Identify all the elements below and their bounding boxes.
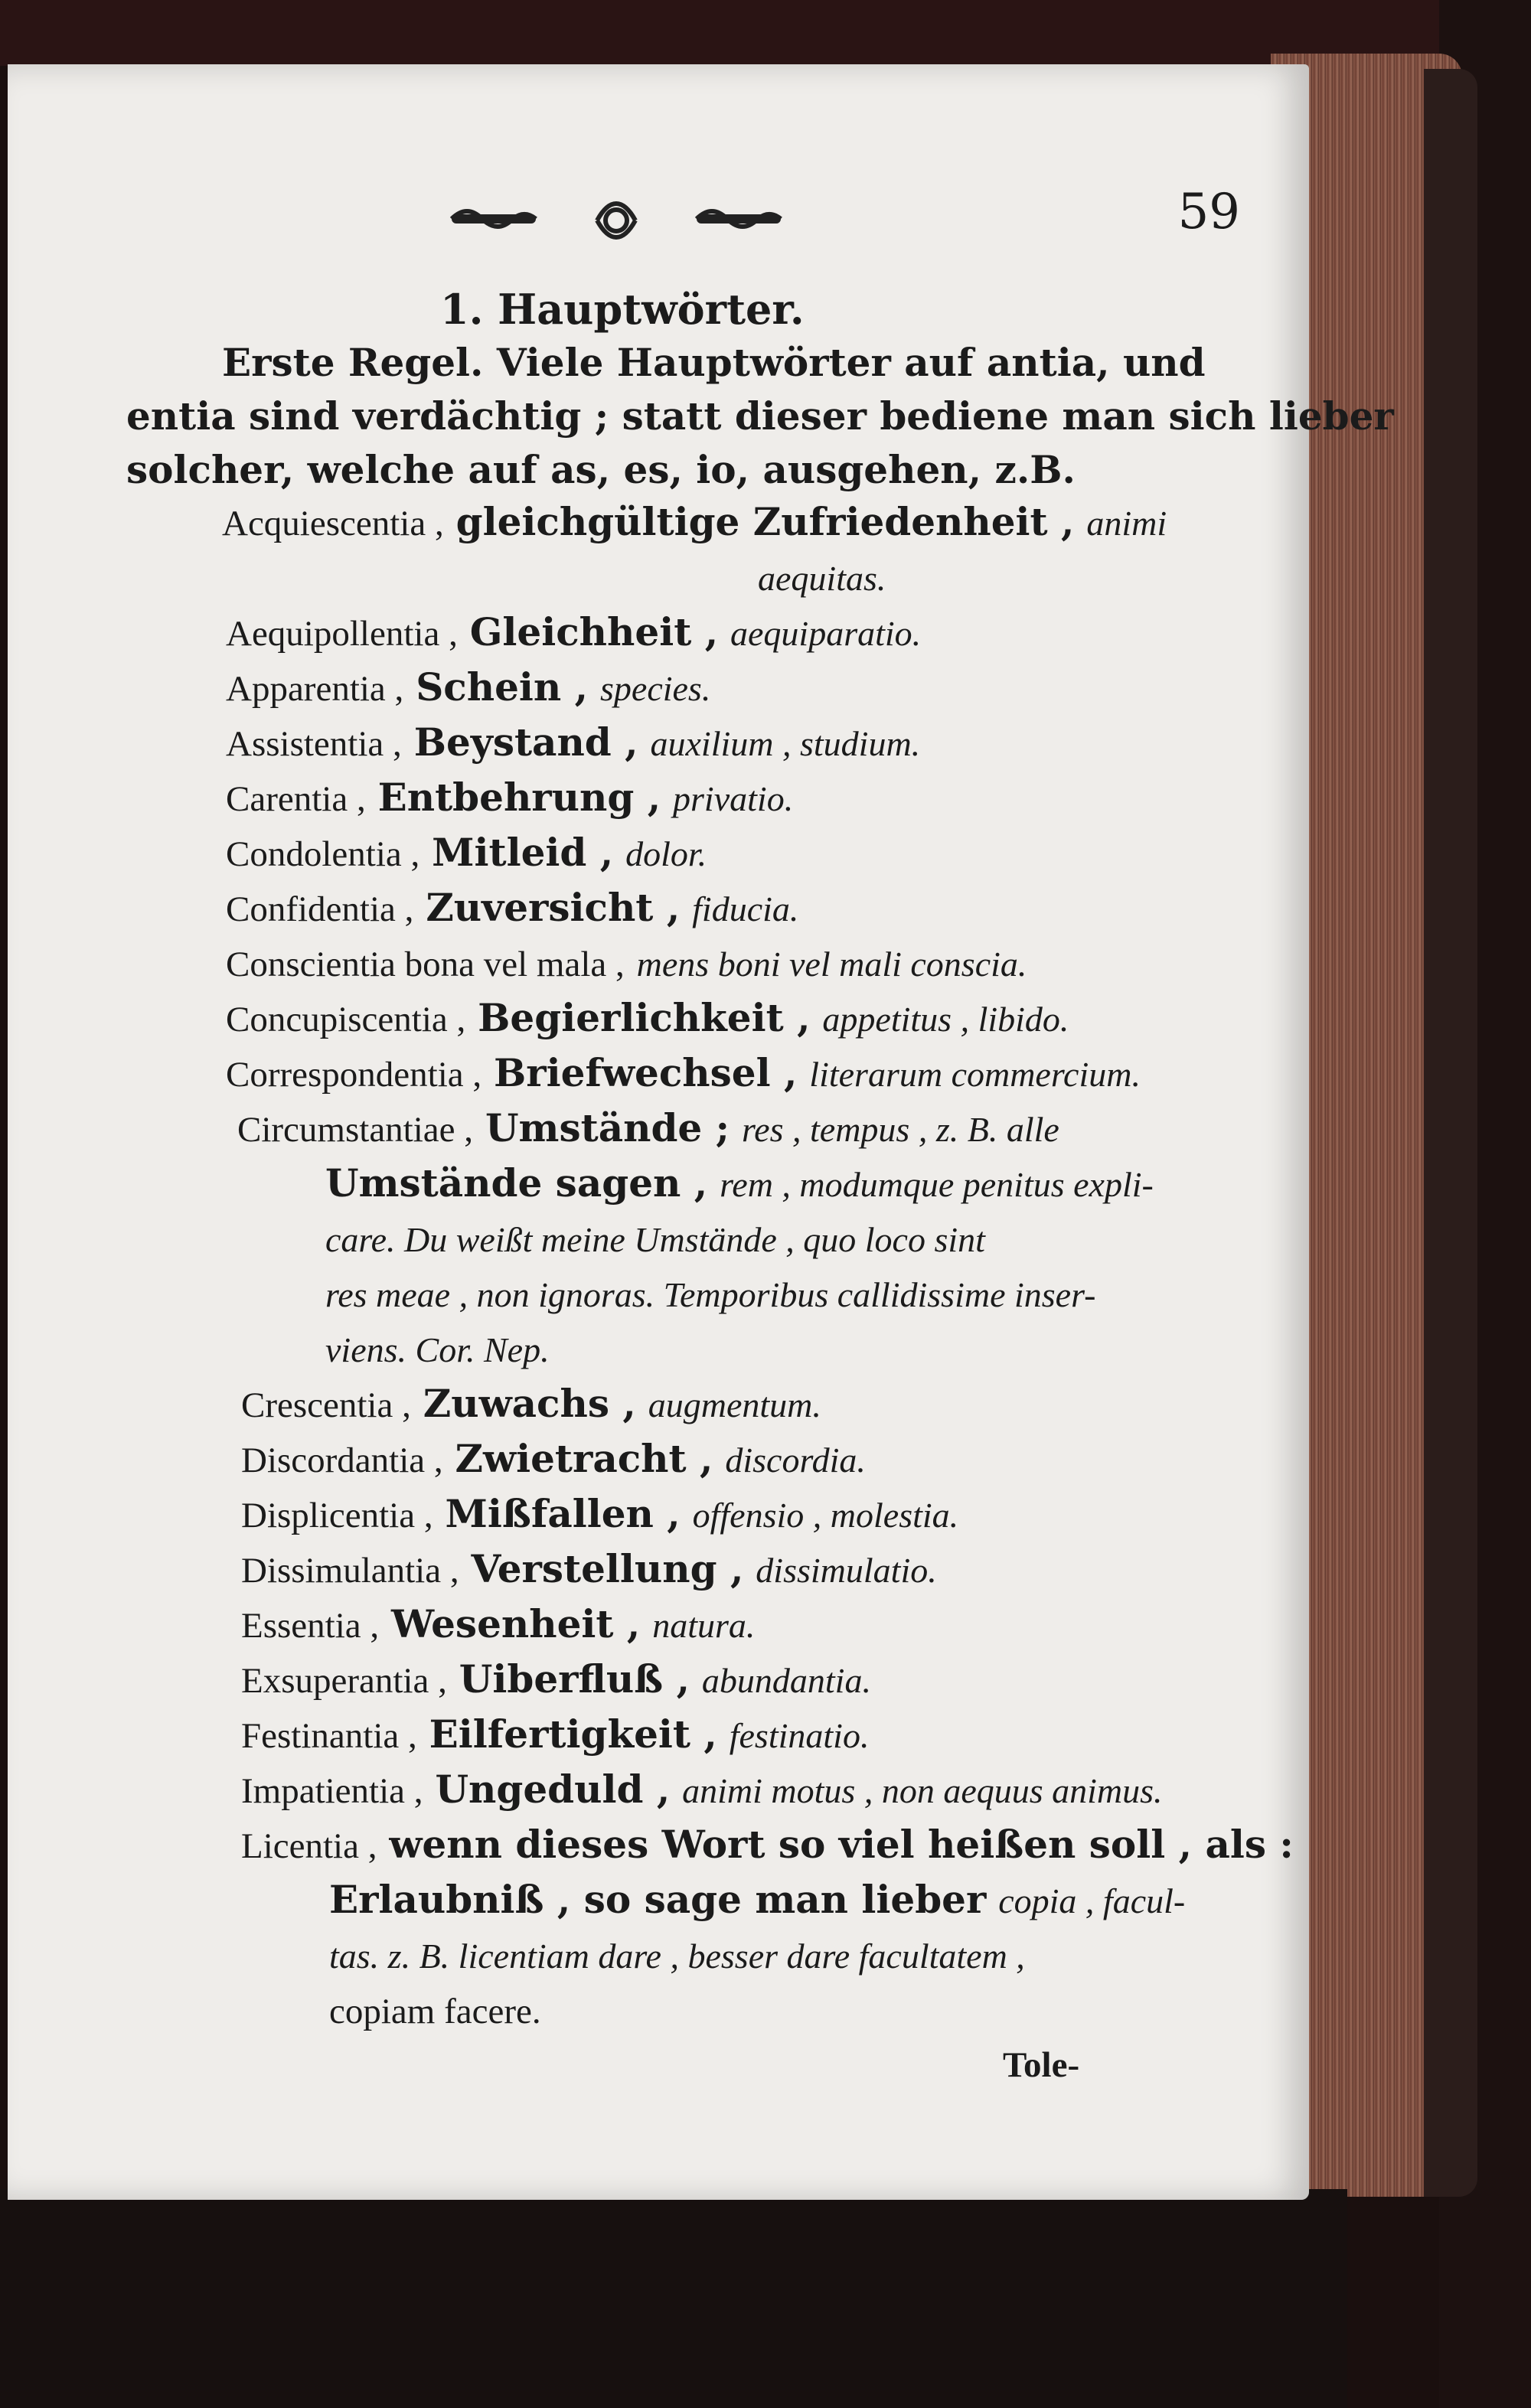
entry-latin: rem , modumque penitus expli- bbox=[720, 1165, 1154, 1204]
entry-latin: aequiparatio. bbox=[730, 614, 922, 653]
entry-term: Acquiescentia , bbox=[222, 504, 444, 543]
list-item bbox=[241, 1711, 869, 1759]
list-item bbox=[226, 830, 707, 877]
entry-german: Beystand , bbox=[413, 719, 638, 765]
entry-german: Mitleid , bbox=[432, 830, 614, 875]
entry-term: Carentia , bbox=[226, 779, 366, 819]
entry-german: Umstände ; bbox=[485, 1105, 730, 1150]
entry-latin: viens. Cor. Nep. bbox=[325, 1330, 550, 1369]
entry-german: Uiberfluß , bbox=[459, 1656, 690, 1702]
entry-latin: abundantia. bbox=[701, 1661, 871, 1700]
entry-german: wenn dieses Wort so viel heißen soll , als : bbox=[389, 1822, 1294, 1867]
entry-german: Verstellung , bbox=[471, 1546, 744, 1591]
entry-german: Briefwechsel , bbox=[494, 1050, 798, 1095]
entry-latin: animi bbox=[1086, 504, 1167, 543]
list-item bbox=[325, 1160, 1154, 1208]
entry-term: Exsuperantia , bbox=[241, 1661, 447, 1701]
entry-latin: mens boni vel mali conscia. bbox=[636, 945, 1027, 984]
list-item bbox=[241, 1436, 866, 1483]
entry-term: Discordantia , bbox=[241, 1441, 443, 1480]
entry-german: Ungeduld , bbox=[435, 1767, 671, 1812]
entry-latin: festinatio. bbox=[729, 1716, 870, 1755]
entry-term: Impatientia , bbox=[241, 1771, 423, 1811]
list-item bbox=[758, 554, 886, 602]
list-item bbox=[241, 1822, 1294, 1869]
entry-latin: copia , facul- bbox=[998, 1881, 1186, 1920]
list-item bbox=[329, 1987, 541, 2034]
list-item bbox=[241, 1601, 755, 1649]
book-page bbox=[8, 64, 1394, 2200]
entry-term: Circumstantiae , bbox=[237, 1110, 474, 1150]
entry-term: Assistentia , bbox=[226, 724, 402, 764]
entry-latin: natura. bbox=[652, 1606, 756, 1645]
entry-term: Condolentia , bbox=[226, 834, 420, 874]
entry-term: Confidentia , bbox=[226, 889, 414, 929]
entry-latin: species. bbox=[600, 669, 711, 708]
entry-term: Conscientia bona vel mala , bbox=[226, 945, 625, 984]
rule-line-2: entia sind verdächtig ; statt dieser bediene man sich lieber bbox=[126, 393, 1394, 439]
list-item bbox=[222, 499, 1167, 547]
entry-term: Festinantia , bbox=[241, 1716, 417, 1756]
catchword: Tole- bbox=[1003, 2045, 1080, 2085]
entry-term: Displicentia , bbox=[241, 1496, 433, 1535]
entry-latin: animi motus , non aequus animus. bbox=[682, 1771, 1163, 1810]
entry-term: Aequipollentia , bbox=[226, 614, 458, 654]
list-item bbox=[226, 719, 920, 767]
list-item bbox=[241, 1767, 1163, 1814]
entry-german: Erlaubniß , so sage man lieber bbox=[329, 1877, 987, 1922]
entry-german: Zwietracht , bbox=[455, 1436, 713, 1481]
entry-german: Schein , bbox=[416, 664, 589, 710]
entry-german: Begierlichkeit , bbox=[478, 995, 811, 1040]
page-header bbox=[436, 184, 1240, 253]
entry-german: Gleichheit , bbox=[469, 609, 719, 654]
entry-term: Concupiscentia , bbox=[226, 1000, 466, 1039]
entry-german: Wesenheit , bbox=[391, 1601, 641, 1646]
entry-term: Apparentia , bbox=[226, 669, 404, 709]
list-item bbox=[226, 664, 710, 712]
list-item bbox=[325, 1326, 550, 1373]
entry-latin: copiam facere. bbox=[329, 1992, 541, 2031]
rule-line-3: solcher, welche auf as, es, io, ausgehen, z.B. bbox=[126, 447, 1076, 492]
scan-background-bottom bbox=[0, 2189, 1347, 2408]
entry-german: gleichgültige Zufriedenheit , bbox=[455, 499, 1075, 544]
list-item bbox=[241, 1656, 871, 1704]
entry-latin: tas. z. B. licentiam dare , besser dare facultatem , bbox=[329, 1937, 1025, 1976]
entry-latin: augmentum. bbox=[648, 1385, 821, 1424]
list-item bbox=[226, 1050, 1141, 1098]
entry-term: Essentia , bbox=[241, 1606, 380, 1646]
entry-term: Licentia , bbox=[241, 1826, 377, 1866]
list-item bbox=[325, 1215, 985, 1263]
entry-term: Dissimulantia , bbox=[241, 1551, 459, 1591]
entry-latin: dolor. bbox=[625, 834, 707, 873]
list-item bbox=[329, 1877, 1185, 1924]
list-item bbox=[226, 940, 1027, 987]
header-ornament-icon bbox=[436, 191, 796, 245]
entry-latin: res meae , non ignoras. Temporibus callidissime inser- bbox=[325, 1275, 1096, 1314]
list-item bbox=[237, 1105, 1059, 1153]
entry-latin: offensio , molestia. bbox=[692, 1496, 959, 1535]
entry-latin: auxilium , studium. bbox=[650, 724, 921, 763]
list-item bbox=[226, 775, 793, 822]
entry-term: Crescentia , bbox=[241, 1385, 411, 1425]
rule-line-1: Erste Regel. Viele Hauptwörter auf antia, und bbox=[222, 340, 1206, 385]
entry-german: Zuwachs , bbox=[423, 1381, 636, 1426]
entry-latin: literarum commercium. bbox=[809, 1055, 1141, 1094]
entry-latin: discordia. bbox=[725, 1441, 866, 1480]
entry-latin: privatio. bbox=[673, 779, 794, 818]
section-heading: 1. Hauptwörter. bbox=[440, 285, 805, 334]
list-item bbox=[226, 885, 798, 932]
entry-latin: appetitus , libido. bbox=[822, 1000, 1069, 1039]
entry-german: Entbehrung , bbox=[377, 775, 661, 820]
list-item bbox=[241, 1491, 958, 1538]
entry-german: Eilfertigkeit , bbox=[429, 1711, 717, 1757]
list-item bbox=[241, 1381, 821, 1428]
entry-latin: aequitas. bbox=[758, 559, 886, 598]
entry-german: Mißfallen , bbox=[445, 1491, 681, 1536]
entry-german: Umstände sagen , bbox=[325, 1160, 708, 1206]
entry-latin: care. Du weißt meine Umstände , quo loco sint bbox=[325, 1220, 985, 1259]
entry-term: Correspondentia , bbox=[226, 1055, 482, 1095]
list-item bbox=[226, 995, 1069, 1042]
list-item bbox=[241, 1546, 937, 1594]
list-item bbox=[226, 609, 921, 657]
entry-latin: res , tempus , z. B. alle bbox=[741, 1110, 1059, 1149]
binding-edge bbox=[1424, 69, 1477, 2197]
entry-latin: dissimulatio. bbox=[756, 1551, 937, 1590]
list-item bbox=[325, 1271, 1095, 1318]
entry-latin: fiducia. bbox=[692, 889, 799, 928]
entry-german: Zuversicht , bbox=[426, 885, 681, 930]
list-item bbox=[329, 1932, 1025, 1979]
page-number: 59 bbox=[1177, 184, 1240, 240]
